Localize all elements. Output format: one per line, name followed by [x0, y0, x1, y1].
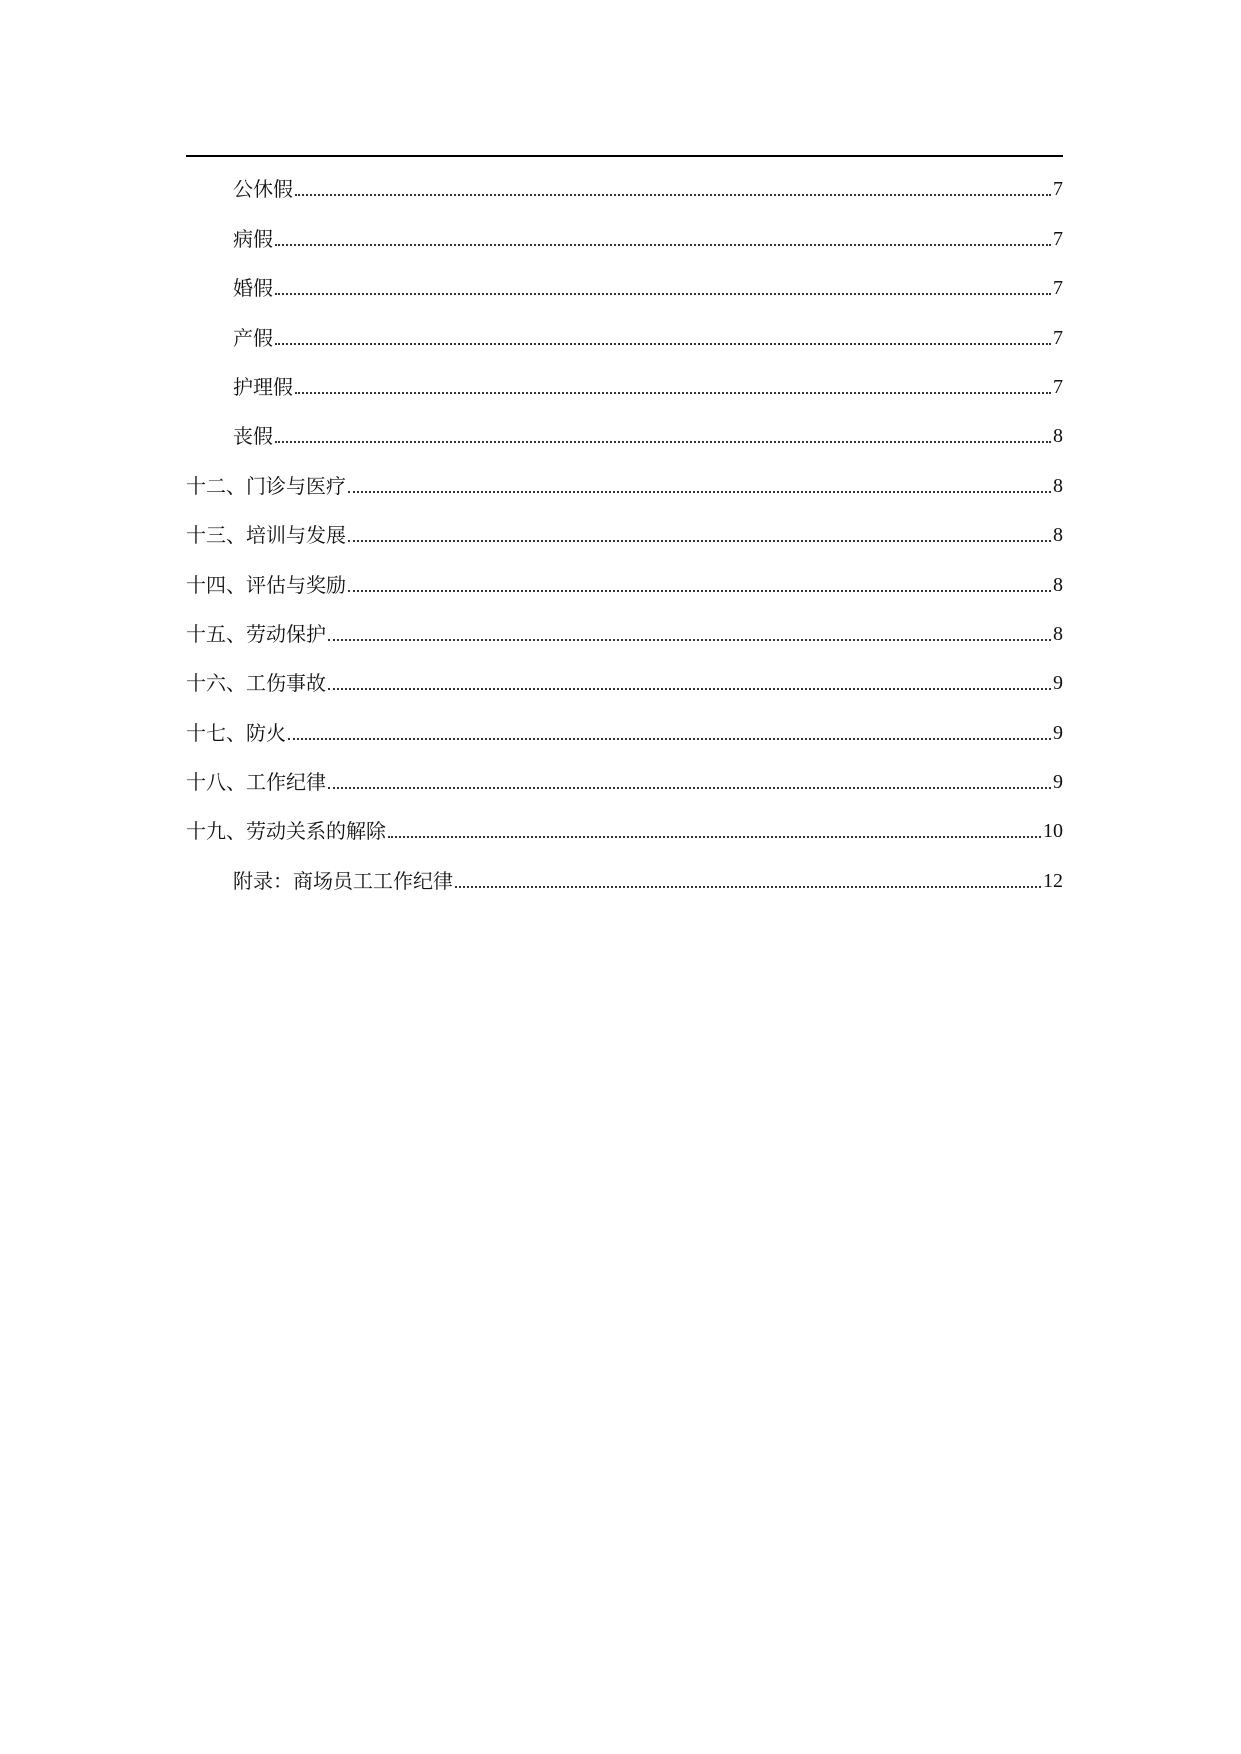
toc-entry[interactable]	[186, 262, 1063, 311]
toc-entry[interactable]	[186, 459, 1063, 508]
toc-entry-title: 附录：商场员工工作纪律	[233, 868, 453, 893]
toc-dot-leader	[275, 244, 1051, 246]
toc-dot-leader	[348, 540, 1051, 542]
toc-page-number: 8	[1053, 425, 1063, 448]
toc-entry[interactable]	[186, 311, 1063, 360]
toc-entry-title: 婚假	[233, 276, 273, 301]
toc-page-number: 8	[1053, 524, 1063, 547]
toc-entry[interactable]	[186, 805, 1063, 854]
toc-entry[interactable]	[186, 558, 1063, 607]
toc-dot-leader	[275, 293, 1051, 295]
toc-page-number: 8	[1053, 474, 1063, 497]
toc-entry-title: 十五、劳动保护	[186, 621, 326, 646]
toc-page-number: 9	[1053, 771, 1063, 794]
toc-entry-title: 十八、工作纪律	[186, 770, 326, 795]
toc-dot-leader	[328, 688, 1051, 690]
toc-entry-title: 十九、劳动关系的解除	[186, 819, 386, 844]
header-rule	[186, 155, 1063, 157]
toc-page-number: 7	[1053, 277, 1063, 300]
toc-entry[interactable]	[186, 410, 1063, 459]
toc-entry[interactable]	[186, 854, 1063, 903]
toc-dot-leader	[275, 343, 1051, 345]
toc-page-number: 12	[1043, 869, 1063, 892]
toc-entry[interactable]	[186, 509, 1063, 558]
toc-entry-title: 公休假	[233, 177, 293, 202]
toc-page-number: 9	[1053, 672, 1063, 695]
toc-entry[interactable]	[186, 361, 1063, 410]
toc-entry-title: 十六、工伤事故	[186, 671, 326, 696]
toc-dot-leader	[348, 491, 1051, 493]
toc-entry-title: 丧假	[233, 424, 273, 449]
toc-page-number: 10	[1043, 820, 1063, 843]
toc-page-number: 7	[1053, 178, 1063, 201]
toc-entry[interactable]	[186, 657, 1063, 706]
toc-entry-title: 十二、门诊与医疗	[186, 473, 346, 498]
toc-entry-title: 十七、防火	[186, 720, 286, 745]
toc-dot-leader	[275, 441, 1051, 443]
toc-dot-leader	[295, 194, 1051, 196]
toc-dot-leader	[348, 590, 1051, 592]
toc-dot-leader	[455, 886, 1041, 888]
toc-entry-title: 产假	[233, 325, 273, 350]
toc-dot-leader	[328, 639, 1051, 641]
toc-entry[interactable]	[186, 212, 1063, 261]
toc-page-number: 9	[1053, 721, 1063, 744]
toc-entry[interactable]	[186, 706, 1063, 755]
toc-page-number: 7	[1053, 375, 1063, 398]
table-of-contents	[186, 163, 1063, 904]
toc-entry-title: 十三、培训与发展	[186, 523, 346, 548]
toc-page-number: 8	[1053, 622, 1063, 645]
toc-dot-leader	[388, 836, 1041, 838]
toc-page-number: 7	[1053, 227, 1063, 250]
toc-entry[interactable]	[186, 163, 1063, 212]
toc-dot-leader	[288, 738, 1051, 740]
toc-page-number: 7	[1053, 326, 1063, 349]
toc-dot-leader	[328, 787, 1051, 789]
toc-entry-title: 十四、评估与奖励	[186, 572, 346, 597]
toc-entry-title: 护理假	[233, 374, 293, 399]
toc-entry-title: 病假	[233, 226, 273, 251]
toc-page-number: 8	[1053, 573, 1063, 596]
toc-entry[interactable]	[186, 756, 1063, 805]
toc-dot-leader	[295, 392, 1051, 394]
toc-entry[interactable]	[186, 608, 1063, 657]
